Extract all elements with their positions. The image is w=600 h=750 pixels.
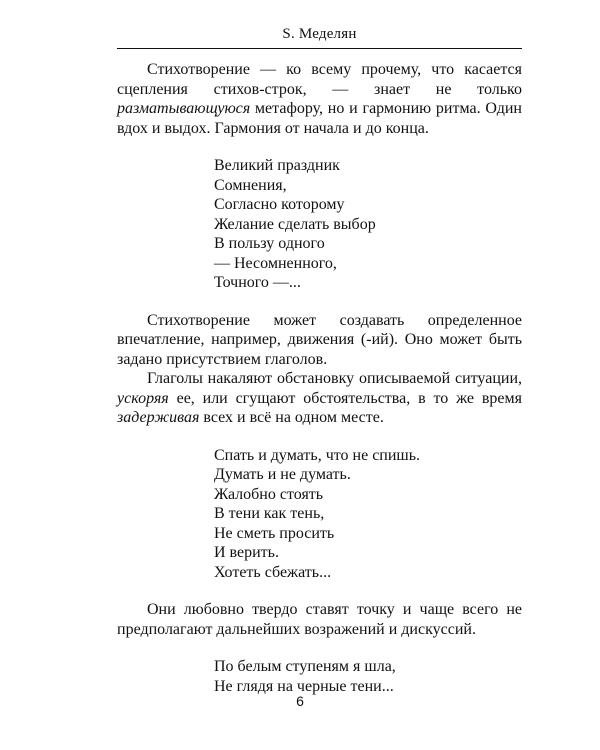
verse-line: — Несомненного, (214, 254, 337, 272)
italic-run: разматывающуюся (117, 100, 251, 117)
spacer (117, 293, 522, 311)
verse-line: Не глядя на черные тени... (214, 677, 394, 695)
spacer (117, 428, 522, 446)
spacer (117, 582, 522, 600)
header-rule (117, 48, 522, 49)
verse-3 (117, 657, 522, 696)
spacer (117, 138, 522, 156)
text-run: Стихотворение — ко всему прочему, что касается сцепления стихов-строк, — знает не только (117, 61, 522, 98)
text-run: Глаголы накаляют обстановку описываемой ситуации, (147, 370, 522, 387)
verse-line: Великий праздник (214, 157, 340, 174)
verse-line: Хотеть сбежать... (214, 563, 332, 581)
verse-line: Не сметь просить (214, 524, 335, 542)
text-run: метафору, но и гармонию ритма. Один вдох и выдох. Гармония от начала и до конца. (117, 100, 522, 137)
verse-2 (117, 446, 522, 583)
paragraph-1 (117, 60, 522, 138)
paragraph-2: Стихотворение может создавать определенное впечатление, например, движения (-ий). Оно может быть задано присутствием глаголов. (117, 311, 522, 368)
verse-line: И верить. (214, 544, 279, 561)
running-header: S. Меделян (282, 26, 357, 42)
italic-run: задерживая (117, 409, 200, 426)
verse-line: Желание сделать выбор (214, 215, 376, 233)
paragraph-3 (117, 369, 522, 428)
text-run: всех и всё на одном месте. (199, 409, 384, 426)
page-number: 6 (296, 693, 304, 709)
verse-line: В пользу одного (214, 235, 325, 252)
verse-line: Сомнения, (214, 176, 287, 194)
verse-1 (117, 156, 522, 293)
verse-line: По белым ступеням я шла, (214, 658, 396, 675)
verse-line: Жалобно стоять (214, 485, 324, 503)
spacer (117, 639, 522, 657)
page-body (117, 60, 522, 696)
verse-line: Точного —... (214, 274, 301, 291)
verse-line: В тени как тень, (214, 505, 325, 522)
text-run: ее, или сгущают обстоятельства, в то же время (168, 389, 522, 407)
verse-line: Думать и не думать. (214, 466, 351, 483)
verse-line: Согласно которому (214, 196, 345, 213)
paragraph-4: Они любовно твердо ставят точку и чаще всего не предполагают дальнейших возражений и дискуссий. (117, 601, 522, 638)
italic-run: ускоряя (117, 389, 169, 407)
verse-line: Спать и думать, что не спишь. (214, 446, 421, 464)
